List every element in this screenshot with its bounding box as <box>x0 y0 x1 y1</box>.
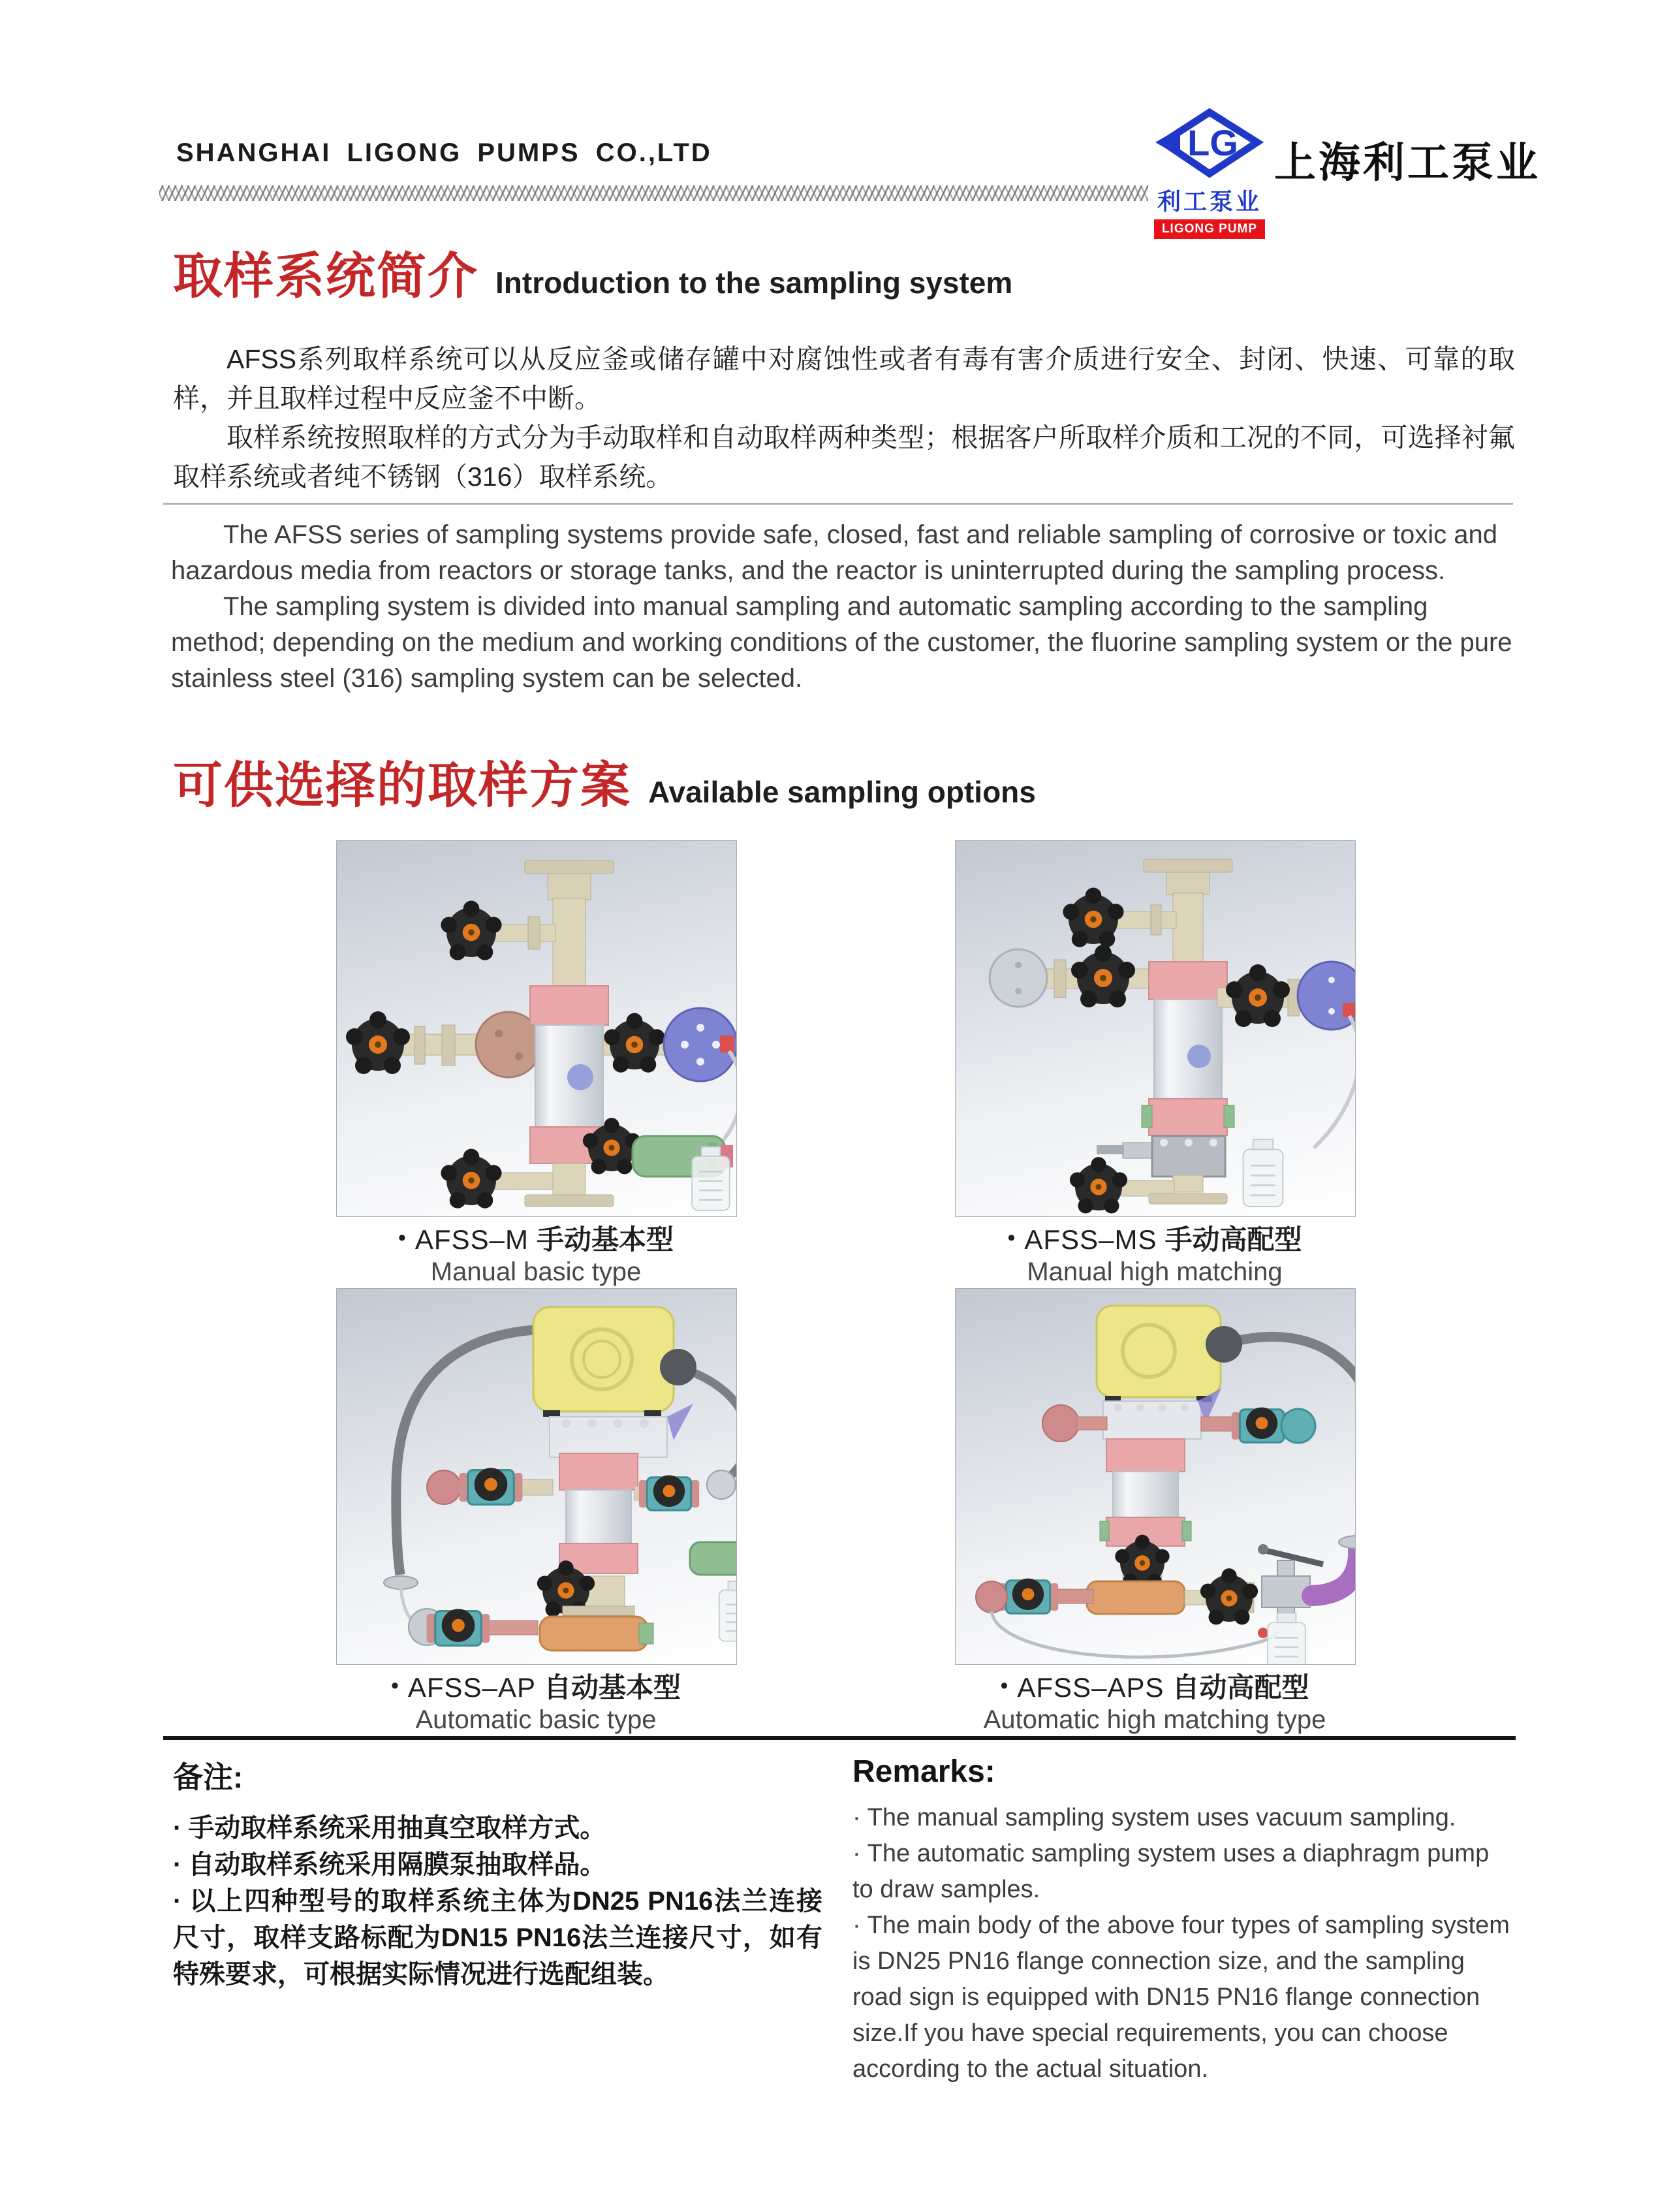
intro-paragraph-cn-2: 取样系统按照取样的方式分为手动取样和自动取样两种类型；根据客户所取样介质和工况的不同，可选择衬氟取样系统或者纯不锈钢（316）取样系统。 <box>173 422 1515 492</box>
company-logo <box>1154 106 1265 239</box>
product-name-cn: 手动基本型 <box>536 1224 674 1255</box>
remarks-title-en: Remarks: <box>852 1754 995 1789</box>
product-name-en: Automatic basic type <box>415 1705 657 1734</box>
product-name-en: Automatic high matching type <box>983 1705 1326 1734</box>
options-title-cn: 可供选择的取样方案 <box>173 758 631 814</box>
intro-title-cn: 取样系统简介 <box>173 249 478 304</box>
intro-paragraphs-en <box>171 517 1514 697</box>
logo-monogram: LG <box>1187 122 1238 163</box>
remark-text: The main body of the above four types of sampling system is DN25 PN16 flange connection size, and the sampling road sign is equipped with DN15 PN16 flange connection size.If you have special requirements, you can choose according to the actual situation. <box>852 1912 1510 2083</box>
product-panel-afss-ap <box>336 1288 737 1665</box>
item-bullet: · <box>173 1814 182 1842</box>
product-caption-afss-m <box>336 1222 736 1287</box>
product-name-en: Manual basic type <box>430 1257 642 1286</box>
product-panel-afss-aps <box>955 1288 1356 1665</box>
options-title-en: Available sampling options <box>648 775 1036 809</box>
caption-bullet: • <box>1000 1673 1008 1698</box>
product-caption-afss-ap <box>336 1670 736 1735</box>
product-model: AFSS–AP <box>407 1672 536 1703</box>
product-name-cn: 手动高配型 <box>1164 1224 1302 1255</box>
product-illustration-afss-ap <box>337 1289 736 1664</box>
product-illustration-afss-m <box>337 841 736 1216</box>
caption-bullet: • <box>390 1673 399 1698</box>
caption-bullet: • <box>1007 1225 1016 1250</box>
product-name-cn: 自动基本型 <box>543 1672 681 1703</box>
remark-item-en <box>852 1836 1516 1908</box>
intro-paragraph-en-2: The sampling system is divided into manual sampling and automatic sampling according to the sampling method; depending on the medium and working conditions of the customer, the fluorine sampling system or the pure stainless steel (316) sampling system can be selected. <box>171 592 1512 693</box>
product-model: AFSS–M <box>414 1224 529 1255</box>
item-bullet: · <box>852 1840 861 1867</box>
logo-diamond-icon <box>1154 106 1265 179</box>
remark-text: 自动取样系统采用隔膜泵抽取样品。 <box>188 1850 606 1879</box>
intro-title-en: Introduction to the sampling system <box>495 266 1013 300</box>
remark-text: The manual sampling system uses vacuum sampling. <box>867 1804 1456 1831</box>
product-illustration-afss-ms <box>956 841 1355 1216</box>
remarks-en-block <box>852 1754 1516 2087</box>
remark-item-cn <box>173 1883 822 1993</box>
product-name-en: Manual high matching <box>1027 1257 1283 1286</box>
item-bullet: · <box>852 1912 861 1939</box>
product-illustration-afss-aps <box>956 1289 1355 1664</box>
product-model: AFSS–APS <box>1017 1672 1164 1703</box>
brand-name-cn: 上海利工泵业 <box>1274 139 1540 186</box>
remark-text: 手动取样系统采用抽真空取样方式。 <box>188 1814 606 1842</box>
company-name: SHANGHAI LIGONG PUMPS CO.,LTD <box>176 138 712 167</box>
item-bullet: · <box>173 1850 182 1879</box>
product-model: AFSS–MS <box>1024 1224 1157 1255</box>
product-name-cn: 自动高配型 <box>1172 1672 1309 1703</box>
product-caption-afss-aps <box>955 1670 1354 1735</box>
logo-name-cn: 利工泵业 <box>1157 188 1262 215</box>
remarks-title-cn: 备注: <box>173 1760 243 1794</box>
remark-text: 以上四种型号的取样系统主体为DN25 PN16法兰连接尺寸，取样支路标配为DN15 PN16法兰连接尺寸，如有特殊要求，可根据实际情况进行选配组装。 <box>173 1887 822 1989</box>
remark-item-cn <box>173 1846 822 1883</box>
remark-item-cn <box>173 1810 822 1846</box>
product-caption-afss-ms <box>955 1222 1354 1287</box>
intro-section-title <box>173 236 1012 308</box>
caption-line-model <box>955 1670 1354 1703</box>
logo-name-en: LIGONG PUMP <box>1154 219 1265 239</box>
item-bullet: · <box>852 1804 861 1831</box>
remarks-cn-block <box>173 1754 822 1993</box>
item-bullet: · <box>173 1887 182 1916</box>
remark-item-en <box>852 1908 1516 2087</box>
remarks-divider-line <box>163 1736 1516 1740</box>
caption-line-model <box>955 1222 1354 1256</box>
caption-line-model <box>336 1670 736 1703</box>
caption-line-model <box>336 1222 736 1256</box>
product-panel-afss-m <box>336 840 737 1217</box>
intro-paragraph-en-1: The AFSS series of sampling systems provide safe, closed, fast and reliable sampling of corrosive or toxic and hazardous media from reactors or storage tanks, and the reactor is uninterrupted during the sampling process. <box>171 520 1498 585</box>
options-section-title <box>173 746 1036 817</box>
remark-text: The automatic sampling system uses a diaphragm pump to draw samples. <box>852 1840 1490 1903</box>
intro-divider-line <box>163 503 1513 505</box>
intro-paragraphs-cn <box>173 340 1515 496</box>
intro-paragraph-cn-1: AFSS系列取样系统可以从反应釜或储存罐中对腐蚀性或者有毒有害介质进行安全、封闭、快速、可靠的取样，并且取样过程中反应釜不中断。 <box>173 344 1515 413</box>
product-panel-afss-ms <box>955 840 1356 1217</box>
caption-bullet: • <box>398 1225 406 1250</box>
header-chevron-divider <box>159 185 1148 201</box>
remark-item-en <box>852 1800 1516 1836</box>
